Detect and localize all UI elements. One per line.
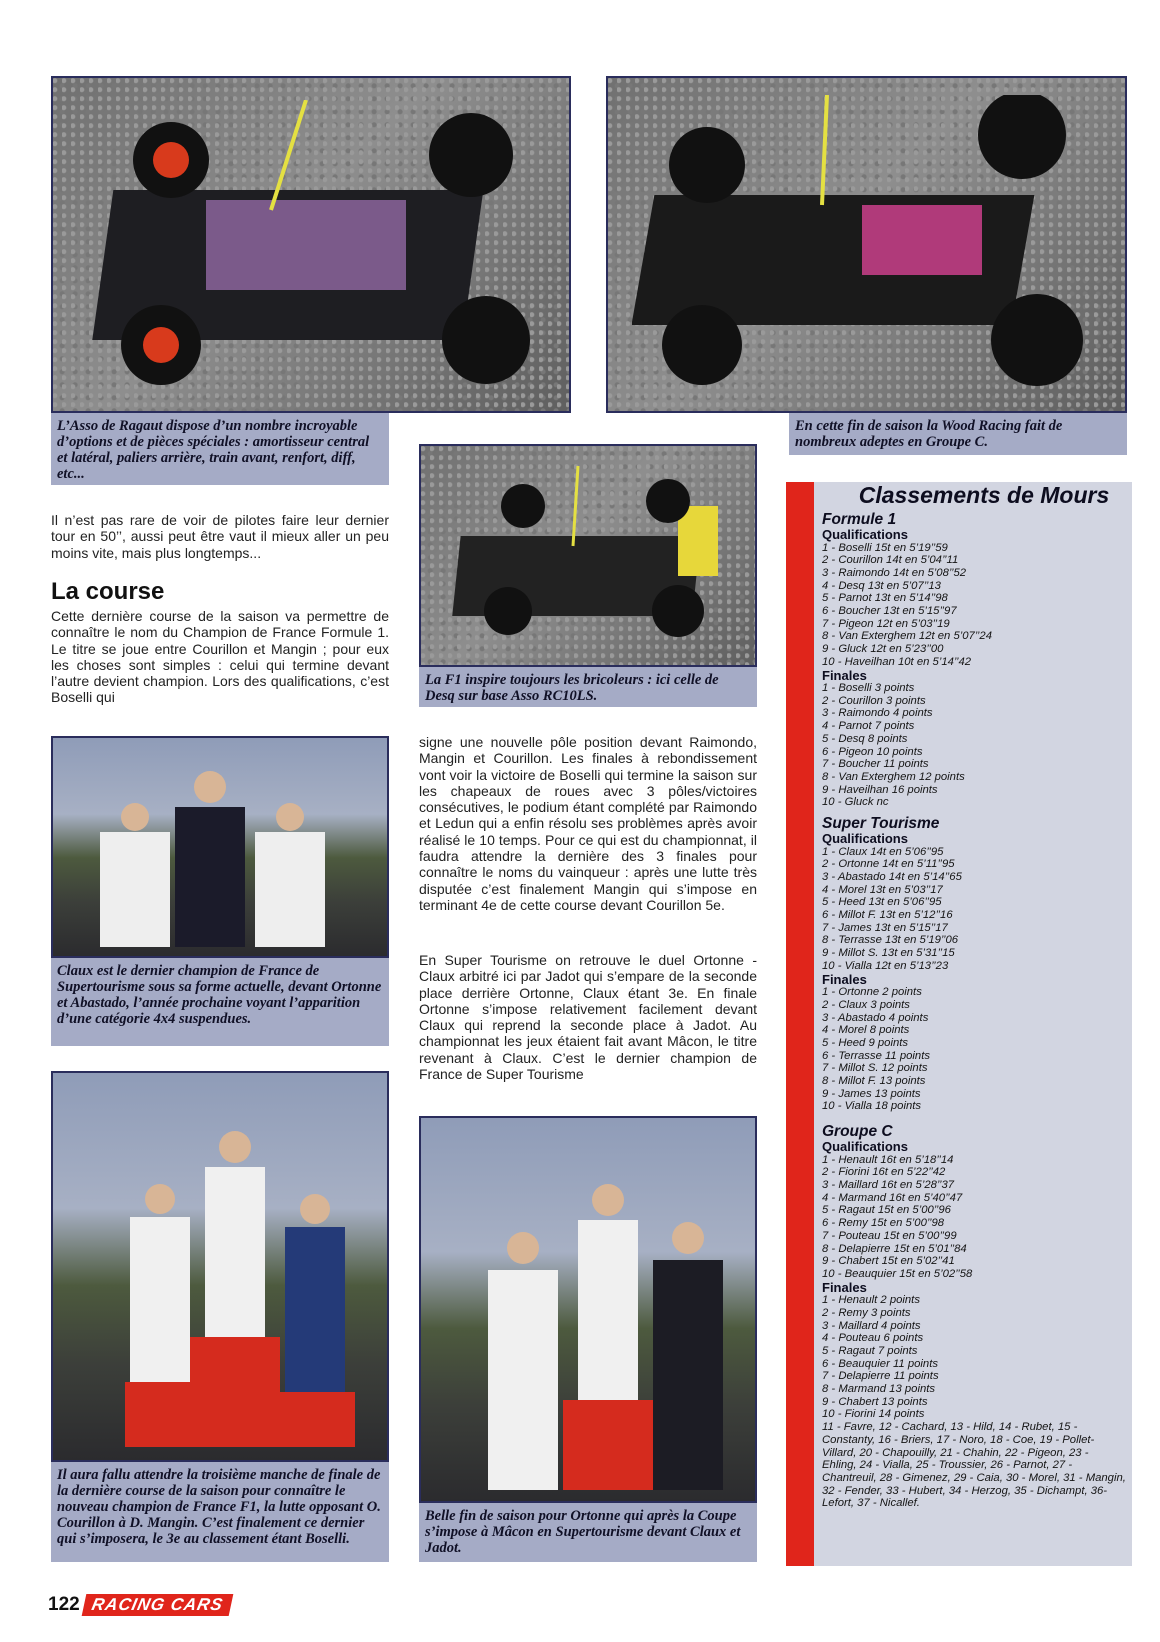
result-line: 5 - Parnot 13t en 5’14’’98	[822, 592, 948, 605]
article-para-1: Cette dernière course de la saison va permettre de connaître le nom du Champion de France Formule 1. Le titre se joue entre Courillon et Mangin ; pour eux les choses sont simples : celui qui termine devant l’autre devient champion. Lors des qualifications, c’est Boselli qui	[51, 608, 389, 706]
caption-wood: En cette fin de saison la Wood Racing fait de nombreux adeptes en Groupe C.	[789, 413, 1127, 455]
result-line: 4 - Pouteau 6 points	[822, 1332, 924, 1345]
result-line: 10 - Fiorini 14 points	[822, 1408, 925, 1421]
result-line: 9 - James 13 points	[822, 1087, 921, 1100]
result-line: 9 - Gluck 12t en 5’23’’00	[822, 643, 944, 656]
photo-f1-desq	[419, 444, 757, 667]
result-line: 7 - James 13t en 5’15’’17	[822, 921, 948, 934]
result-line: 8 - Millot F. 13 points	[822, 1075, 926, 1088]
results-sidebar	[786, 482, 1132, 1566]
result-line: 10 - Vialla 12t en 5’13’’23	[822, 959, 949, 972]
result-line: 6 - Remy 15t en 5’00’’98	[822, 1217, 945, 1230]
car-chassis-illustration	[438, 466, 738, 646]
result-line: 4 - Desq 13t en 5’07’’13	[822, 579, 941, 592]
result-line: 8 - Delapierre 15t en 5’01’’84	[822, 1242, 967, 1255]
result-line: 8 - Marmand 13 points	[822, 1383, 936, 1396]
result-line: 2 - Courillon 14t en 5’04’’11	[822, 554, 959, 567]
caption-claux: Claux est le dernier champion de France de Supertourisme sous sa forme actuelle, devant Ortonne et Abastado, l’année prochaine voyant l’apparition d’une catégorie 4x4 suspendues.	[51, 958, 389, 1046]
gc-qualifications-list	[822, 1154, 1126, 1281]
result-line: 2 - Courillon 3 points	[822, 694, 926, 707]
car-chassis-illustration	[632, 95, 1102, 395]
result-line: 9 - Chabert 13 points	[822, 1395, 928, 1408]
f1-finales-list	[822, 682, 1126, 809]
podium-people-illustration	[438, 1130, 738, 1490]
result-line: 8 - Terrasse 13t en 5’19’’06	[822, 934, 959, 947]
article-para-3: En Super Tourisme on retrouve le duel Ortonne - Claux arbitré ici par Jadot qui s’empare de la seconde place derrière Ortonne, Claux étant 3e. En finale Ortonne s’impose relativement facilement devant Claux qui reprend la seconde place à Jadot. Au championnat les jeux étaient fait avant Mâcon, le titre revenant à Claux. C’est le dernier champion de France de Super Tourisme	[419, 952, 757, 1083]
result-line: 1 - Henault 2 points	[822, 1294, 920, 1307]
podium-people-illustration	[70, 1087, 370, 1447]
result-line: 7 - Millot S. 12 points	[822, 1062, 928, 1075]
caption-asso: L’Asso de Ragaut dispose d’un nombre incroyable d’options et de pièces spéciales : amortisseur central et latéral, paliers arrière, train avant, renfort, diff, etc...	[51, 413, 389, 485]
result-line: 5 - Ragaut 7 points	[822, 1344, 918, 1357]
result-line: 7 - Pouteau 15t en 5’00’’99	[822, 1229, 957, 1242]
result-line: 6 - Terrasse 11 points	[822, 1049, 931, 1062]
result-line: 4 - Morel 8 points	[822, 1024, 910, 1037]
photo-podium-ortonne	[419, 1116, 757, 1503]
f1-qualifications-list	[822, 542, 1126, 669]
result-line: 7 - Pigeon 12t en 5’03’’19	[822, 617, 950, 630]
st-finales-label: Finales	[822, 971, 867, 987]
photo-asso-chassis	[51, 76, 571, 413]
result-line: 8 - Van Exterghem 12 points	[822, 770, 965, 783]
result-line: 9 - Millot S. 13t en 5’31’’15	[822, 947, 955, 960]
page-number: 122	[48, 1594, 80, 1615]
result-line: 5 - Heed 9 points	[822, 1036, 909, 1049]
f1-finales-label: Finales	[822, 667, 867, 683]
car-chassis-illustration	[76, 100, 546, 390]
magazine-logo: RACING CARS	[81, 1594, 233, 1616]
result-line: 10 - Haveilhan 10t en 5’14’’42	[822, 655, 972, 668]
result-line: 9 - Haveilhan 16 points	[822, 783, 938, 796]
caption-mangin: Il aura fallu attendre la troisième manche de finale de la dernière course de la saison pour connaître le nouveau champion de France F1, la lutte opposant O. Courillon à D. Mangin. C’est finalement ce dernier qui s’imposera, le 3e au classement étant Boselli.	[51, 1462, 389, 1562]
gc-qualifications-label: Qualifications	[822, 1139, 908, 1155]
section-formule-1: Formule 1	[822, 511, 897, 528]
result-line: 2 - Fiorini 16t en 5’22’’42	[822, 1166, 946, 1179]
result-line: 7 - Delapierre 11 points	[822, 1370, 939, 1383]
result-line: 3 - Maillard 4 points	[822, 1319, 921, 1332]
result-line: 5 - Heed 13t en 5’06’’95	[822, 896, 942, 909]
sidebar-title: Classements de Mours	[858, 482, 1110, 508]
result-line: 10 - Vialla 18 points	[822, 1100, 922, 1113]
article-intro: Il n’est pas rare de voir de pilotes faire leur dernier tour en 50’’, aussi peut être vaut il mieux aller un peu moins vite, mais plus longtemps...	[51, 512, 389, 561]
result-line: 7 - Boucher 11 points	[822, 758, 929, 771]
gc-finales-label: Finales	[822, 1279, 867, 1295]
result-line: 4 - Parnot 7 points	[822, 720, 915, 733]
result-line: 3 - Maillard 16t en 5’28’’37	[822, 1179, 955, 1192]
result-line: 3 - Raimondo 4 points	[822, 707, 933, 720]
section-super-tourisme: Super Tourisme	[822, 815, 940, 833]
result-line: 1 - Boselli 15t en 5’19’’59	[822, 541, 948, 554]
result-line: 2 - Ortonne 14t en 5’11’’95	[822, 858, 955, 871]
article-para-2: signe une nouvelle pôle position devant Raimondo, Mangin et Courillon. Les finales à rebondissement vont voir la victoire de Boselli qui termine la saison sur les chapeaux de roues avec 3 pôles/victoires consécutives, le podium étant complété par Raimondo et Ledun qui a enfin résolu ses problèmes après avoir réalisé le 10 temps. Pour ce qui est du championnat, il faudra attendre la dernière des 3 finales pour connaître le noms du vainqueur : après une lutte très disputée c’est finalement Mangin qui s’impose en terminant 4e de cette course devant Courillon 5e.	[419, 734, 757, 913]
result-line: 2 - Remy 3 points	[822, 1306, 911, 1319]
result-line: 3 - Abastado 14t en 5’14’’65	[822, 870, 962, 883]
result-line: 10 - Beauquier 15t en 5’02’’58	[822, 1267, 973, 1280]
f1-qualifications-label: Qualifications	[822, 527, 908, 542]
result-line: 1 - Boselli 3 points	[822, 682, 915, 695]
result-line: 6 - Boucher 13t en 5’15’’97	[822, 605, 957, 618]
result-line: 6 - Beauquier 11 points	[822, 1357, 938, 1370]
page-footer	[48, 1594, 231, 1616]
st-finales-list	[822, 986, 1126, 1113]
result-line: 5 - Desq 8 points	[822, 732, 908, 745]
results-content	[822, 484, 1126, 1510]
photo-podium-claux	[51, 736, 389, 958]
caption-ortonne: Belle fin de saison pour Ortonne qui après la Coupe s’impose à Mâcon en Supertourisme devant Claux et Jadot.	[419, 1503, 757, 1562]
photo-wood-racing	[606, 76, 1127, 413]
podium-people-illustration	[70, 747, 370, 947]
st-qualifications-label: Qualifications	[822, 831, 908, 847]
result-line: 1 - Ortonne 2 points	[822, 986, 922, 999]
result-line: 3 - Abastado 4 points	[822, 1011, 929, 1024]
result-line: 1 - Claux 14t en 5’06’’95	[822, 845, 944, 858]
result-line: 9 - Chabert 15t en 5’02’’41	[822, 1255, 955, 1268]
result-line: 10 - Gluck nc	[822, 796, 889, 809]
section-groupe-c: Groupe C	[822, 1123, 893, 1141]
section-heading: La course	[51, 578, 165, 605]
sidebar-accent-bar	[786, 482, 814, 1566]
result-line: 1 - Henault 16t en 5’18’’14	[822, 1153, 954, 1166]
st-qualifications-list	[822, 846, 1126, 973]
caption-f1: La F1 inspire toujours les bricoleurs : ici celle de Desq sur base Asso RC10LS.	[419, 667, 757, 707]
result-line: 5 - Ragaut 15t en 5’00’’96	[822, 1204, 951, 1217]
result-line: 2 - Claux 3 points	[822, 998, 910, 1011]
result-line: 4 - Morel 13t en 5’03’’17	[822, 883, 943, 896]
result-line: 8 - Van Exterghem 12t en 5’07’’24	[822, 630, 992, 643]
result-line: 6 - Pigeon 10 points	[822, 745, 923, 758]
photo-podium-mangin	[51, 1071, 389, 1462]
result-line: 6 - Millot F. 13t en 5’12’’16	[822, 909, 953, 922]
result-line: 3 - Raimondo 14t en 5’08’’52	[822, 566, 967, 579]
gc-other-results: 11 - Favre, 12 - Cachard, 13 - Hild, 14 - Rubet, 15 - Constanty, 16 - Briers, 17 - Noro, 18 - Coe, 19 - Pollet-Villard, 20 - Chapouilly, 21 - Chahin, 22 - Pigeon, 23 - Ehling, 24 - Vialla, 25 - Troussier, 26 - Parnot, 27 - Chantreuil, 28 - Gimenez, 29 - Caia, 30 - Morel, 31 - Mangin, 32 - Fender, 33 - Hubert, 34 - Herzog, 35 - Dichampt, 36- Lefort, 37 - Nicallef.	[822, 1421, 1126, 1510]
gc-finales-list	[822, 1294, 1126, 1421]
result-line: 4 - Marmand 16t en 5’40’’47	[822, 1191, 963, 1204]
